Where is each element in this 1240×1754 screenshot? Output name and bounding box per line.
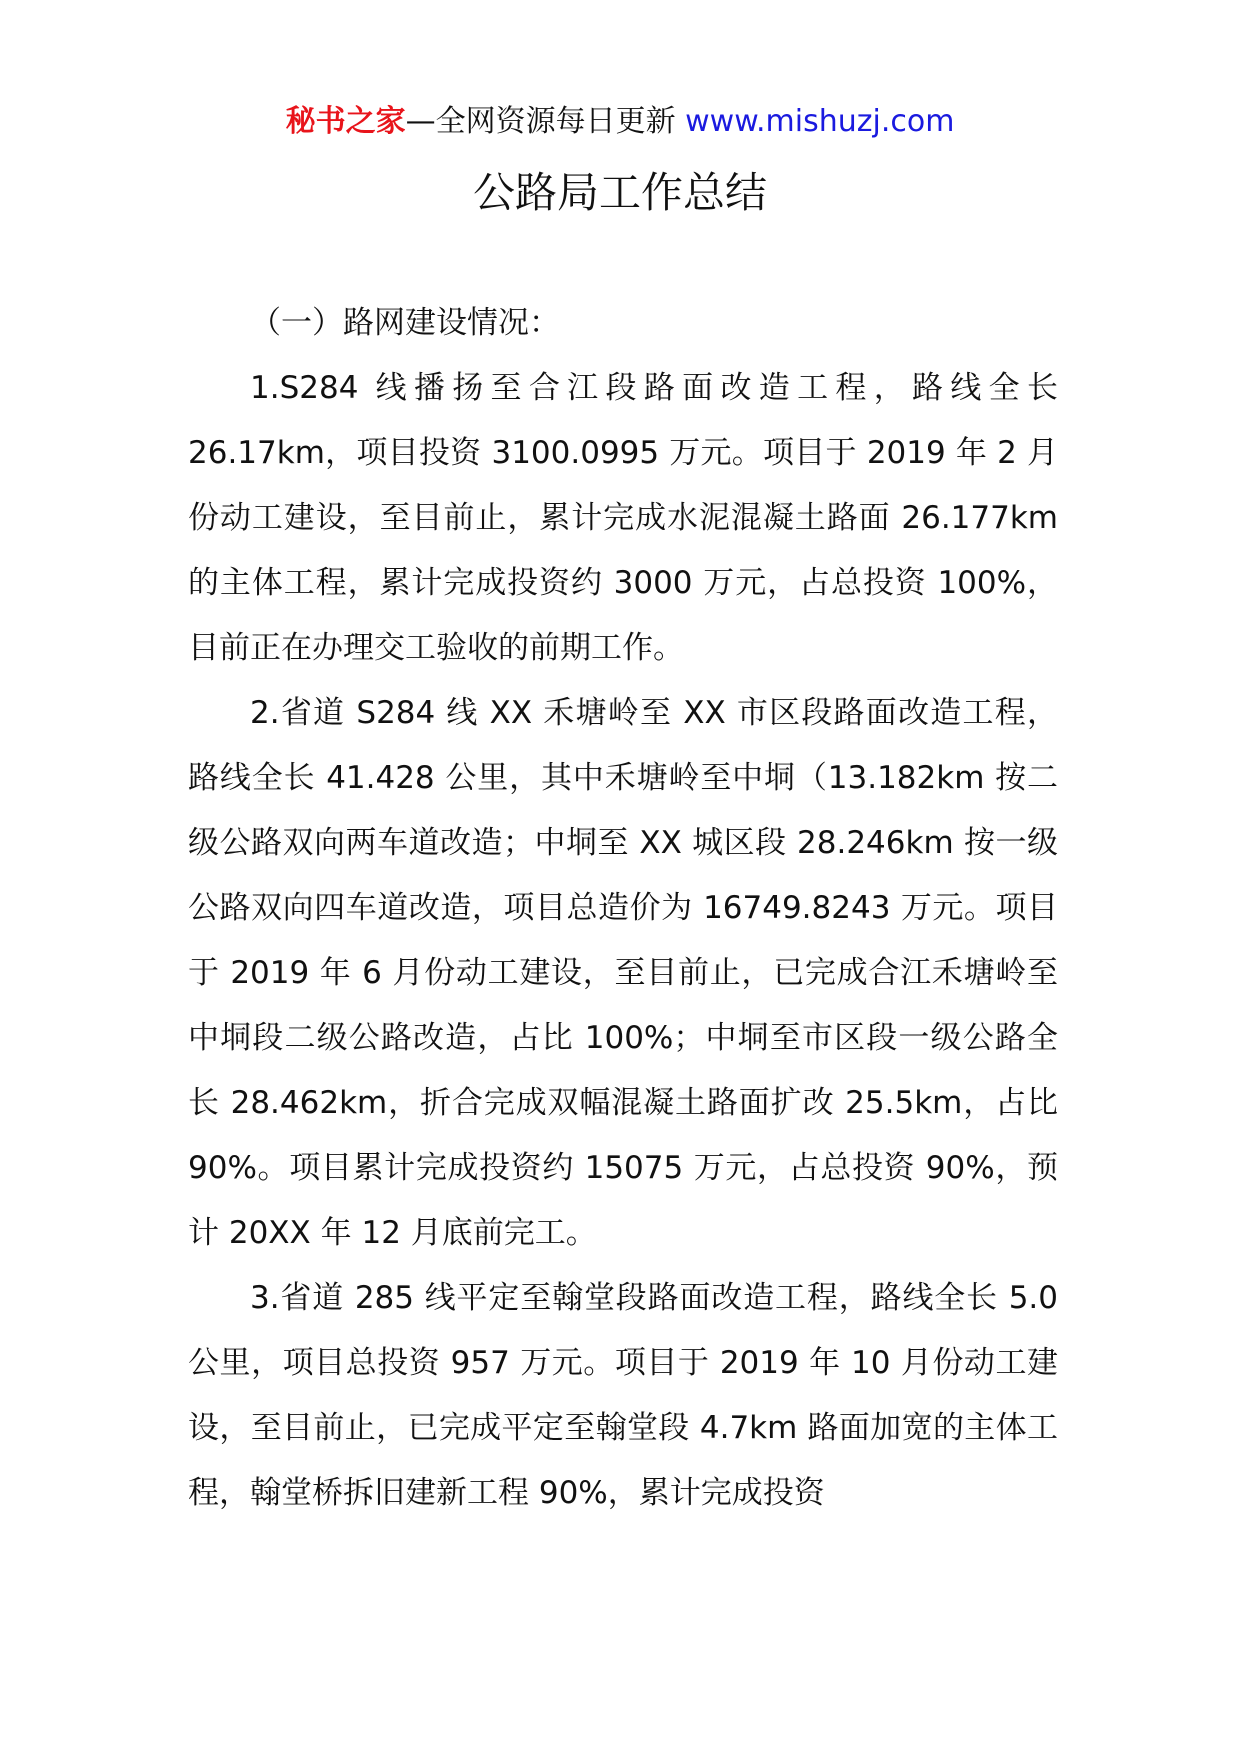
site-tagline: —全网资源每日更新 <box>405 104 676 139</box>
document-title: 公路局工作总结 <box>472 168 767 217</box>
site-brand: 秘书之家 <box>285 104 406 139</box>
paragraph-item-3: 3.省道 285 线平定至翰堂段路面改造工程，路线全长 5.0 公里，项目总投资 957 万元。项目于 2019 年 10 月份动工建设，至目前止，已完成平定至翰堂段 4.7km 路面加宽的主体工程，翰堂桥拆旧建新工程 90%，累计完成投资 <box>188 1280 1058 1511</box>
site-header <box>0 102 1240 142</box>
section-heading: （一）路网建设情况： <box>250 305 560 341</box>
paragraph-item-1: 1.S284 线播扬至合江段路面改造工程，路线全长 26.17km，项目投资 3100.0995 万元。项目于 2019 年 2 月份动工建设，至目前止，累计完成水泥混凝土路面 26.177km 的主体工程，累计完成投资约 3000 万元，占总投资 100%，目前正在办理交工验收的前期工作。 <box>188 370 1058 666</box>
paragraph-item-2: 2.省道 S284 线 XX 禾塘岭至 XX 市区段路面改造工程，路线全长 41.428 公里，其中禾塘岭至中垌（13.182km 按二级公路双向两车道改造；中垌至 XX 城区段 28.246km 按一级公路双向四车道改造，项目总造价为 16749.8243 万元。项目于 2019 年 6 月份动工建设，至目前止，已完成合江禾塘岭至中垌段二级公路改造，占比 100%；中垌至市区段一级公路全长 28.462km，折合完成双幅混凝土路面扩改 25.5km，占比 90%。项目累计完成投资约 15075 万元，占总投资 90%，预计 20XX 年 12 月底前完工。 <box>188 695 1058 1251</box>
document-body <box>188 291 1058 1526</box>
site-url-link[interactable]: www.mishuzj.com <box>685 104 955 139</box>
